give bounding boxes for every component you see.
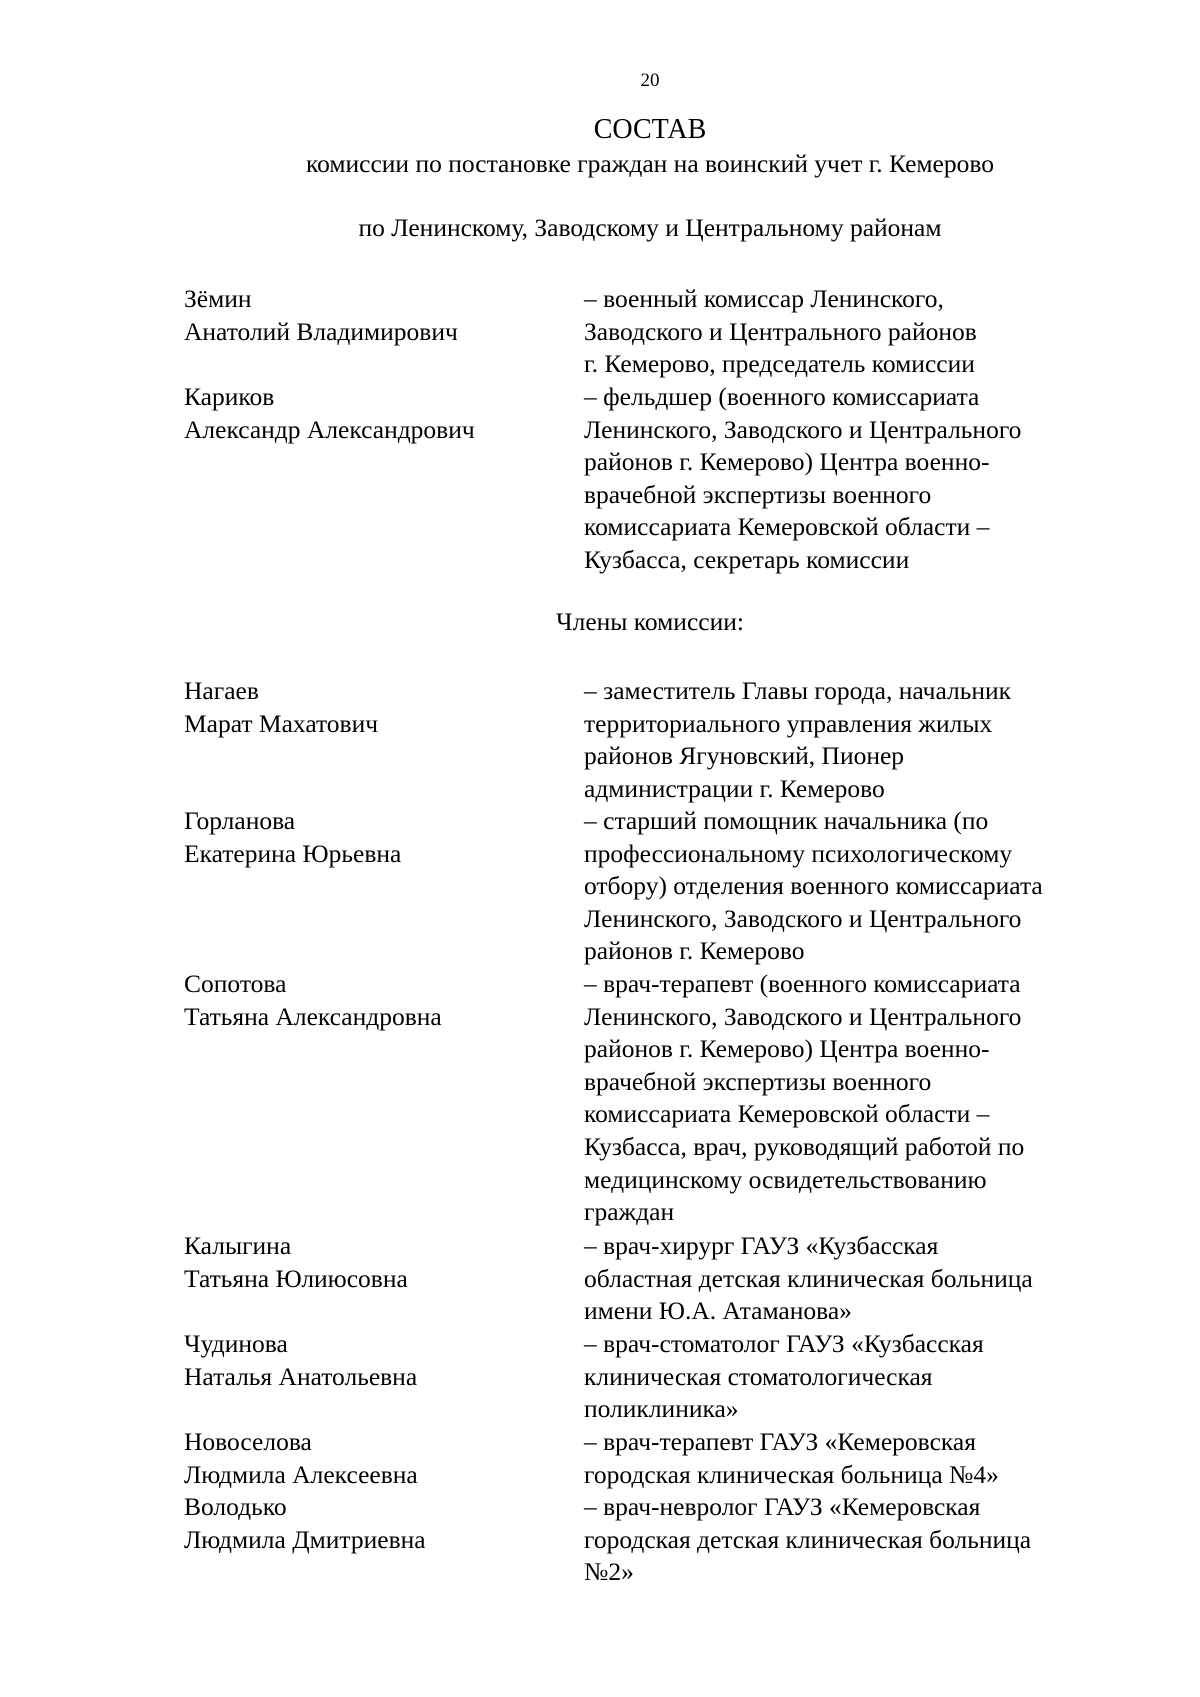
role-line: профессиональному психологическому: [584, 838, 1013, 868]
person-name: [184, 1491, 574, 1556]
document-subtitle-line-1: комиссии по постановке граждан на воинский учет г. Кемерово: [306, 149, 994, 178]
person-role: [584, 968, 1114, 1229]
role-line: городская клиническая больница №4»: [584, 1459, 999, 1489]
role-line: врачебной экспертизы военного: [584, 1066, 932, 1096]
role-line: районов г. Кемерово) Центра военно-: [584, 447, 990, 477]
person-name: [184, 1230, 574, 1295]
role-line: №2»: [584, 1557, 634, 1587]
person-name: [184, 1328, 574, 1393]
person-given-names: Людмила Алексеевна: [184, 1459, 418, 1489]
person-name: [184, 283, 574, 348]
role-line: районов г. Кемерово: [584, 936, 805, 966]
role-line: – старший помощник начальника (по: [584, 806, 989, 835]
role-line: областная детская клиническая больница: [584, 1263, 1033, 1293]
person-role: [584, 1230, 1114, 1328]
role-line: комиссариата Кемеровской области –: [584, 1099, 990, 1129]
role-line: районов г. Кемерово) Центра военно-: [584, 1034, 990, 1064]
person-name: [184, 805, 574, 870]
person-given-names: Александр Александрович: [184, 414, 475, 444]
person-name: [184, 675, 574, 740]
person-given-names: Татьяна Юлиюсовна: [184, 1263, 408, 1293]
person-surname: Калыгина: [184, 1231, 292, 1260]
person-surname: Сопотова: [184, 969, 287, 998]
role-line: территориального управления жилых: [584, 708, 993, 738]
person-given-names: Екатерина Юрьевна: [184, 838, 402, 868]
role-line: клиническая стоматологическая: [584, 1361, 933, 1391]
role-line: – врач-хирург ГАУЗ «Кузбасская: [584, 1231, 939, 1260]
role-line: Кузбасса, секретарь комиссии: [584, 544, 910, 574]
person-given-names: Людмила Дмитриевна: [184, 1524, 426, 1554]
role-line: имени Ю.А. Атаманова»: [584, 1296, 852, 1326]
document-title: СОСТАВ: [593, 114, 707, 145]
person-given-names: Анатолий Владимирович: [184, 316, 458, 346]
role-line: медицинскому освидетельствованию: [584, 1164, 987, 1194]
role-line: – фельдшер (военного комиссариата: [584, 382, 980, 411]
role-line: – врач-терапевт (военного комиссариата: [584, 969, 1021, 998]
role-line: Заводского и Центрального районов: [584, 316, 977, 346]
person-name: [184, 1426, 574, 1491]
person-role: [584, 1426, 1114, 1491]
person-given-names: Наталья Анатольевна: [184, 1361, 418, 1391]
role-line: Ленинского, Заводского и Центрального: [584, 903, 1022, 933]
role-line: – врач-терапевт ГАУЗ «Кемеровская: [584, 1427, 976, 1456]
role-line: Ленинского, Заводского и Центрального: [584, 1001, 1022, 1031]
role-line: поликлиника»: [584, 1394, 739, 1424]
role-line: Кузбасса, врач, руководящий работой по: [584, 1131, 1025, 1161]
role-line: администрации г. Кемерово: [584, 773, 885, 803]
role-line: отбору) отделения военного комиссариата: [584, 871, 1043, 901]
person-surname: Володько: [184, 1492, 287, 1521]
role-line: городская детская клиническая больница: [584, 1524, 1032, 1554]
person-role: [584, 805, 1114, 968]
person-role: [584, 283, 1114, 381]
role-line: Ленинского, Заводского и Центрального: [584, 414, 1022, 444]
role-line: – военный комиссар Ленинского,: [584, 284, 944, 313]
person-surname: Зёмин: [184, 284, 252, 313]
page-number: 20: [640, 70, 660, 91]
role-line: врачебной экспертизы военного: [584, 479, 932, 509]
person-surname: Новоселова: [184, 1427, 312, 1456]
document-subtitle-line-2: по Ленинскому, Заводскому и Центральному районам: [358, 213, 942, 242]
members-heading: Члены комиссии:: [556, 607, 744, 636]
person-surname: Чудинова: [184, 1329, 288, 1358]
role-line: районов Ягуновский, Пионер: [584, 741, 905, 771]
person-name: [184, 381, 574, 446]
person-surname: Горланова: [184, 806, 296, 835]
person-role: [584, 1328, 1114, 1426]
role-line: – врач-стоматолог ГАУЗ «Кузбасская: [584, 1329, 984, 1358]
person-surname: Кариков: [184, 382, 275, 411]
role-line: комиссариата Кемеровской области –: [584, 512, 990, 542]
person-surname: Нагаев: [184, 676, 259, 705]
role-line: – врач-невролог ГАУЗ «Кемеровская: [584, 1492, 981, 1521]
person-role: [584, 381, 1114, 577]
person-role: [584, 675, 1114, 805]
person-name: [184, 968, 574, 1033]
person-given-names: Татьяна Александровна: [184, 1001, 442, 1031]
role-line: г. Кемерово, председатель комиссии: [584, 349, 975, 379]
role-line: граждан: [584, 1197, 675, 1227]
role-line: – заместитель Главы города, начальник: [584, 676, 1012, 705]
person-role: [584, 1491, 1114, 1589]
person-given-names: Марат Махатович: [184, 708, 379, 738]
